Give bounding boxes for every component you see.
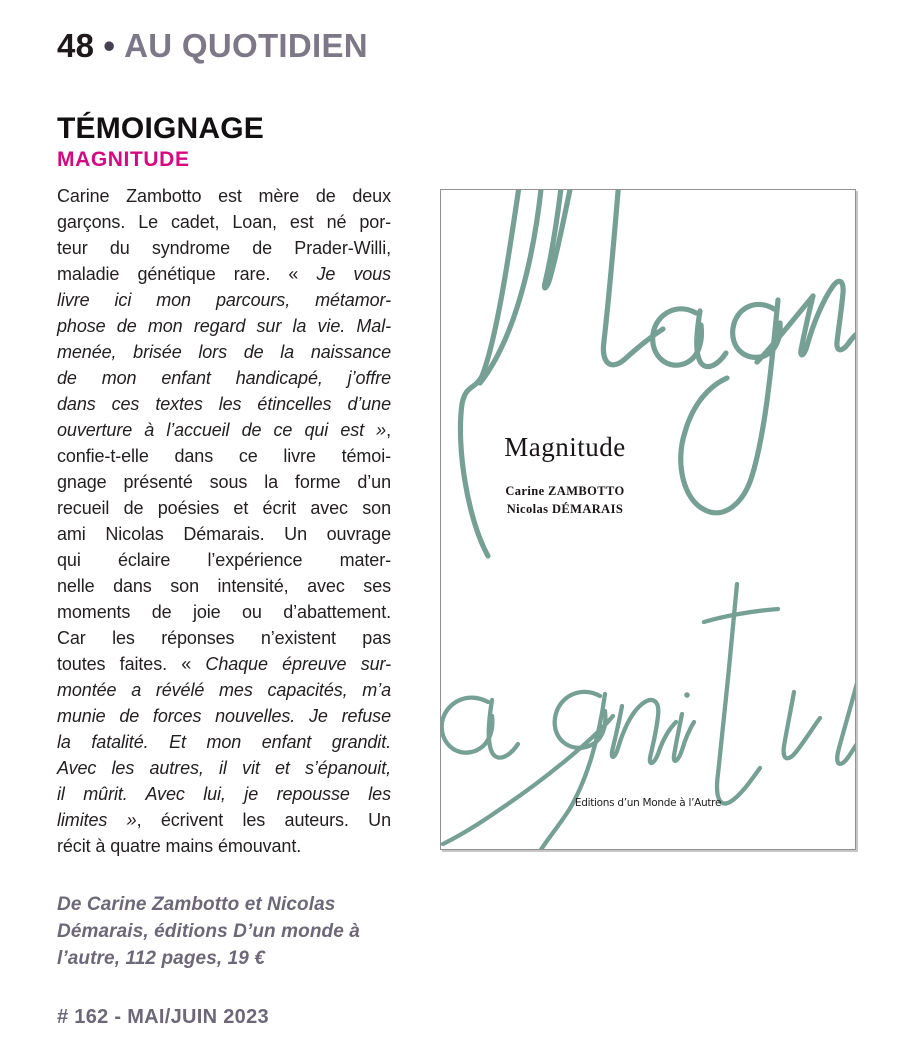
body-line: nelle dans son intensité, avec ses bbox=[57, 576, 391, 596]
body-line: ami Nicolas Démarais. Un ouvrage bbox=[57, 524, 391, 544]
page-number: 48 bbox=[57, 27, 95, 64]
issue-footer: # 162 - MAI/JUIN 2023 bbox=[57, 1006, 269, 1028]
cover-title-block bbox=[441, 432, 689, 518]
book-cover bbox=[440, 189, 856, 850]
credit-line: De Carine Zambotto et Nicolas bbox=[57, 894, 336, 915]
cover-publisher: Editions d’un Monde à l’Autre bbox=[574, 797, 722, 809]
article-body bbox=[57, 183, 391, 859]
body-line: menée, brisée lors de la naissance bbox=[57, 342, 391, 362]
body-line: limites », écrivent les auteurs. Un bbox=[57, 810, 391, 830]
body-line: recueil de poésies et écrit avec son bbox=[57, 498, 391, 518]
body-line: confie-t-elle dans ce livre témoi- bbox=[57, 446, 391, 466]
body-line: phose de mon regard sur la vie. Mal- bbox=[57, 316, 391, 336]
article-kicker: TÉMOIGNAGE bbox=[57, 112, 265, 145]
credit-line: l’autre, 112 pages, 19 € bbox=[57, 948, 265, 969]
cover-script-graphic bbox=[441, 190, 855, 849]
page-header bbox=[57, 27, 368, 65]
body-line: moments de joie ou d’abattement. bbox=[57, 602, 391, 622]
body-line: Carine Zambotto est mère de deux bbox=[57, 186, 391, 206]
body-line: il mûrit. Avec lui, je repousse les bbox=[57, 784, 391, 804]
body-line: de mon enfant handicapé, j’offre bbox=[57, 368, 391, 388]
cover-authors bbox=[441, 483, 689, 518]
body-line: toutes faites. « Chaque épreuve sur- bbox=[57, 654, 391, 674]
credit-line: Démarais, éditions D’un monde à bbox=[57, 921, 360, 942]
body-line: Avec les autres, il vit et s’épanouit, bbox=[57, 758, 391, 778]
article-title: MAGNITUDE bbox=[57, 148, 190, 171]
body-line: munie de forces nouvelles. Je refuse bbox=[57, 706, 391, 726]
body-line: ouverture à l’accueil de ce qui est », bbox=[57, 420, 391, 440]
body-line: teur du syndrome de Prader-Willi, bbox=[57, 238, 391, 258]
cover-title: Magnitude bbox=[504, 432, 626, 462]
body-line: livre ici mon parcours, métamor- bbox=[57, 290, 391, 310]
cover-script-agnitu-graphic bbox=[442, 584, 855, 849]
body-line: garçons. Le cadet, Loan, est né por- bbox=[57, 212, 391, 232]
body-line: récit à quatre mains émouvant. bbox=[57, 836, 302, 856]
book-credit bbox=[57, 891, 360, 972]
body-line: Car les réponses n’existent pas bbox=[57, 628, 391, 648]
body-line: la fatalité. Et mon enfant grandit. bbox=[57, 732, 391, 752]
body-line: montée a révélé mes capacités, m’a bbox=[57, 680, 391, 700]
body-line: maladie génétique rare. « Je vous bbox=[57, 264, 391, 284]
body-line: gnage présenté sous la forme d’un bbox=[57, 472, 391, 492]
header-separator: • bbox=[103, 27, 116, 64]
cover-author-1: Carine ZAMBOTTO bbox=[505, 484, 625, 498]
section-title: AU QUOTIDIEN bbox=[124, 27, 368, 64]
body-line: qui éclaire l’expérience mater- bbox=[57, 550, 391, 570]
body-line: dans ces textes les étincelles d’une bbox=[57, 394, 391, 414]
cover-author-2: Nicolas DÉMARAIS bbox=[506, 501, 624, 516]
